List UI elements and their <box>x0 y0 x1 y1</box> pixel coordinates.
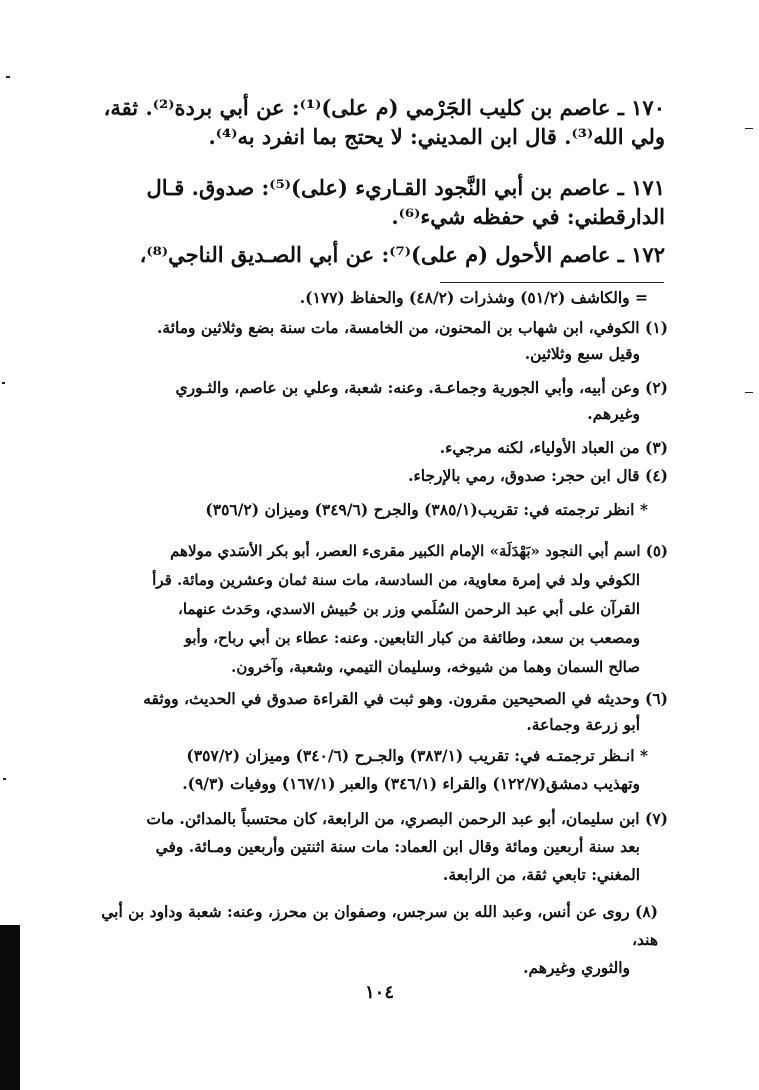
footnote-line: (١) الكوفي، ابن شهاب بن المحنون، من الخامسة، مات سنة بضع وثلاثين ومائة. <box>157 318 668 337</box>
footnote-3 <box>80 435 668 461</box>
scan-speck <box>6 76 10 78</box>
footnote-separator <box>440 282 664 283</box>
entry-line: ١٧١ ـ عاصم بن أبي النَّجود القـاريء (على)⁽⁵⁾: صدوق. قـال <box>146 175 665 200</box>
footnote-line: (٢) وعن أبيه، وأبي الجورية وجماعـة. وعنه: شعبة، وعلي بن عاصم، والثـوري <box>175 378 668 397</box>
footnote-4-refs <box>80 497 668 523</box>
entry-line: ١٧٢ ـ عاصم الأحول (م على)⁽⁷⁾: عن أبي الصـديق الناجي⁽⁸⁾، <box>139 242 665 267</box>
footnote-line: صالح السمان وهما من شيوخه، وسليمان التيمي، وشعبة، وآخرون. <box>231 658 640 676</box>
footnote-4 <box>80 463 668 489</box>
footnote-5 <box>80 537 668 682</box>
entry-172 <box>80 240 665 269</box>
footnote-line: الكوفي ولد في إمرة معاوية، من السادسة، مات سنة ثمان وعشرين ومائة. قرأ <box>152 571 640 589</box>
footnote-1 <box>80 315 668 367</box>
footnote-line: ومصعب بن سعد، وطائفة من كبار التابعين. وعنه: عطاء بن أبي رباح، وأبو <box>184 629 640 647</box>
scan-speck <box>745 128 753 129</box>
footnote-6-refs <box>80 742 668 798</box>
footnote-line: القرآن على أبي عبد الرحمن السُلَمي وزر بن حُبيش الاسدي، وحَدث عنهما، <box>178 600 640 618</box>
footnote-line: (٨) روى عن أنس، وعبد الله بن سرجس، وصفوان بن محرز، وعنه: شعبة وداود بن أبي هند، <box>101 902 658 949</box>
footnote-line: * انظر ترجمته في: تقريب(٣٨٥/١) والجرح (٣٤٩/٦) وميزان (٣٥٦/٢) <box>205 500 648 519</box>
footnote-2 <box>80 375 668 427</box>
scan-dark-edge <box>0 925 20 1090</box>
scan-speck <box>745 392 753 393</box>
footnote-line: وتهذيب دمشق(١٢٢/٧) والقراء (٣٤٦/١) والعبر (١٦٧/١) ووفيات (٩/٣). <box>182 774 640 793</box>
entry-line: الدارقطني: في حفظه شيء⁽⁶⁾. <box>391 204 665 229</box>
footnote-6 <box>80 686 668 738</box>
entry-170 <box>80 93 665 151</box>
entry-line: ولي الله⁽³⁾. قال ابن المديني: لا يحتج بما انفرد به⁽⁴⁾. <box>208 124 665 149</box>
footnote-line: (٣) من العباد الأولياء، لكنه مرجيء. <box>439 438 668 457</box>
footnote-8 <box>70 898 658 982</box>
scan-speck <box>3 778 6 780</box>
footnote-line: = والكاشف (٥١/٢) وشذرات (٤٨/٢) والحفاظ (١٧٧). <box>299 288 648 307</box>
footnote-line: المغني: تابعي ثقة، من الرابعة. <box>442 865 640 884</box>
footnote-line: (٤) قال ابن حجر: صدوق، رمي بالإرجاء. <box>408 466 668 485</box>
footnote-continuation <box>60 285 648 311</box>
footnote-line: أبو زرعة وجماعة. <box>526 715 640 734</box>
footnote-line: بعد سنة أربعين ومائة وقال ابن العماد: مات سنة اثنتين وأربعين ومـائة. وفي <box>155 837 640 856</box>
footnote-line: والثوري وغيرهم. <box>523 958 630 977</box>
scan-speck <box>2 382 5 384</box>
footnote-line: * انـظر ترجمتـه في: تقريب (٣٨٣/١) والجـرح (٣٤٠/٦) وميزان (٣٥٧/٢) <box>186 746 648 765</box>
footnote-line: وغيرهم. <box>587 404 640 423</box>
footnote-7 <box>80 805 668 889</box>
footnote-line: (٥) اسم أبي النجود «بَهْدَلَة» الإمام الكبير مقرىء العصر، أبو بكر الأسَدي مولاهم <box>170 542 668 560</box>
entry-171 <box>80 173 665 231</box>
footnote-line: وقيل سبع وثلاثين. <box>524 344 640 363</box>
entry-line: ١٧٠ ـ عاصم بن كليب الجَرْمي (م على)⁽¹⁾: عن أبي بردة⁽²⁾. ثقة، <box>103 95 665 120</box>
page-number: ١٠٤ <box>364 982 394 1003</box>
footnote-line: (٦) وحديثه في الصحيحين مقرون. وهو ثبت في القراءة صدوق في الحديث، ووثقه <box>143 689 668 708</box>
footnote-line: (٧) ابن سليمان، أبو عبد الرحمن البصري، من الرابعة، كان محتسباً بالمدائن. مات <box>146 809 668 828</box>
